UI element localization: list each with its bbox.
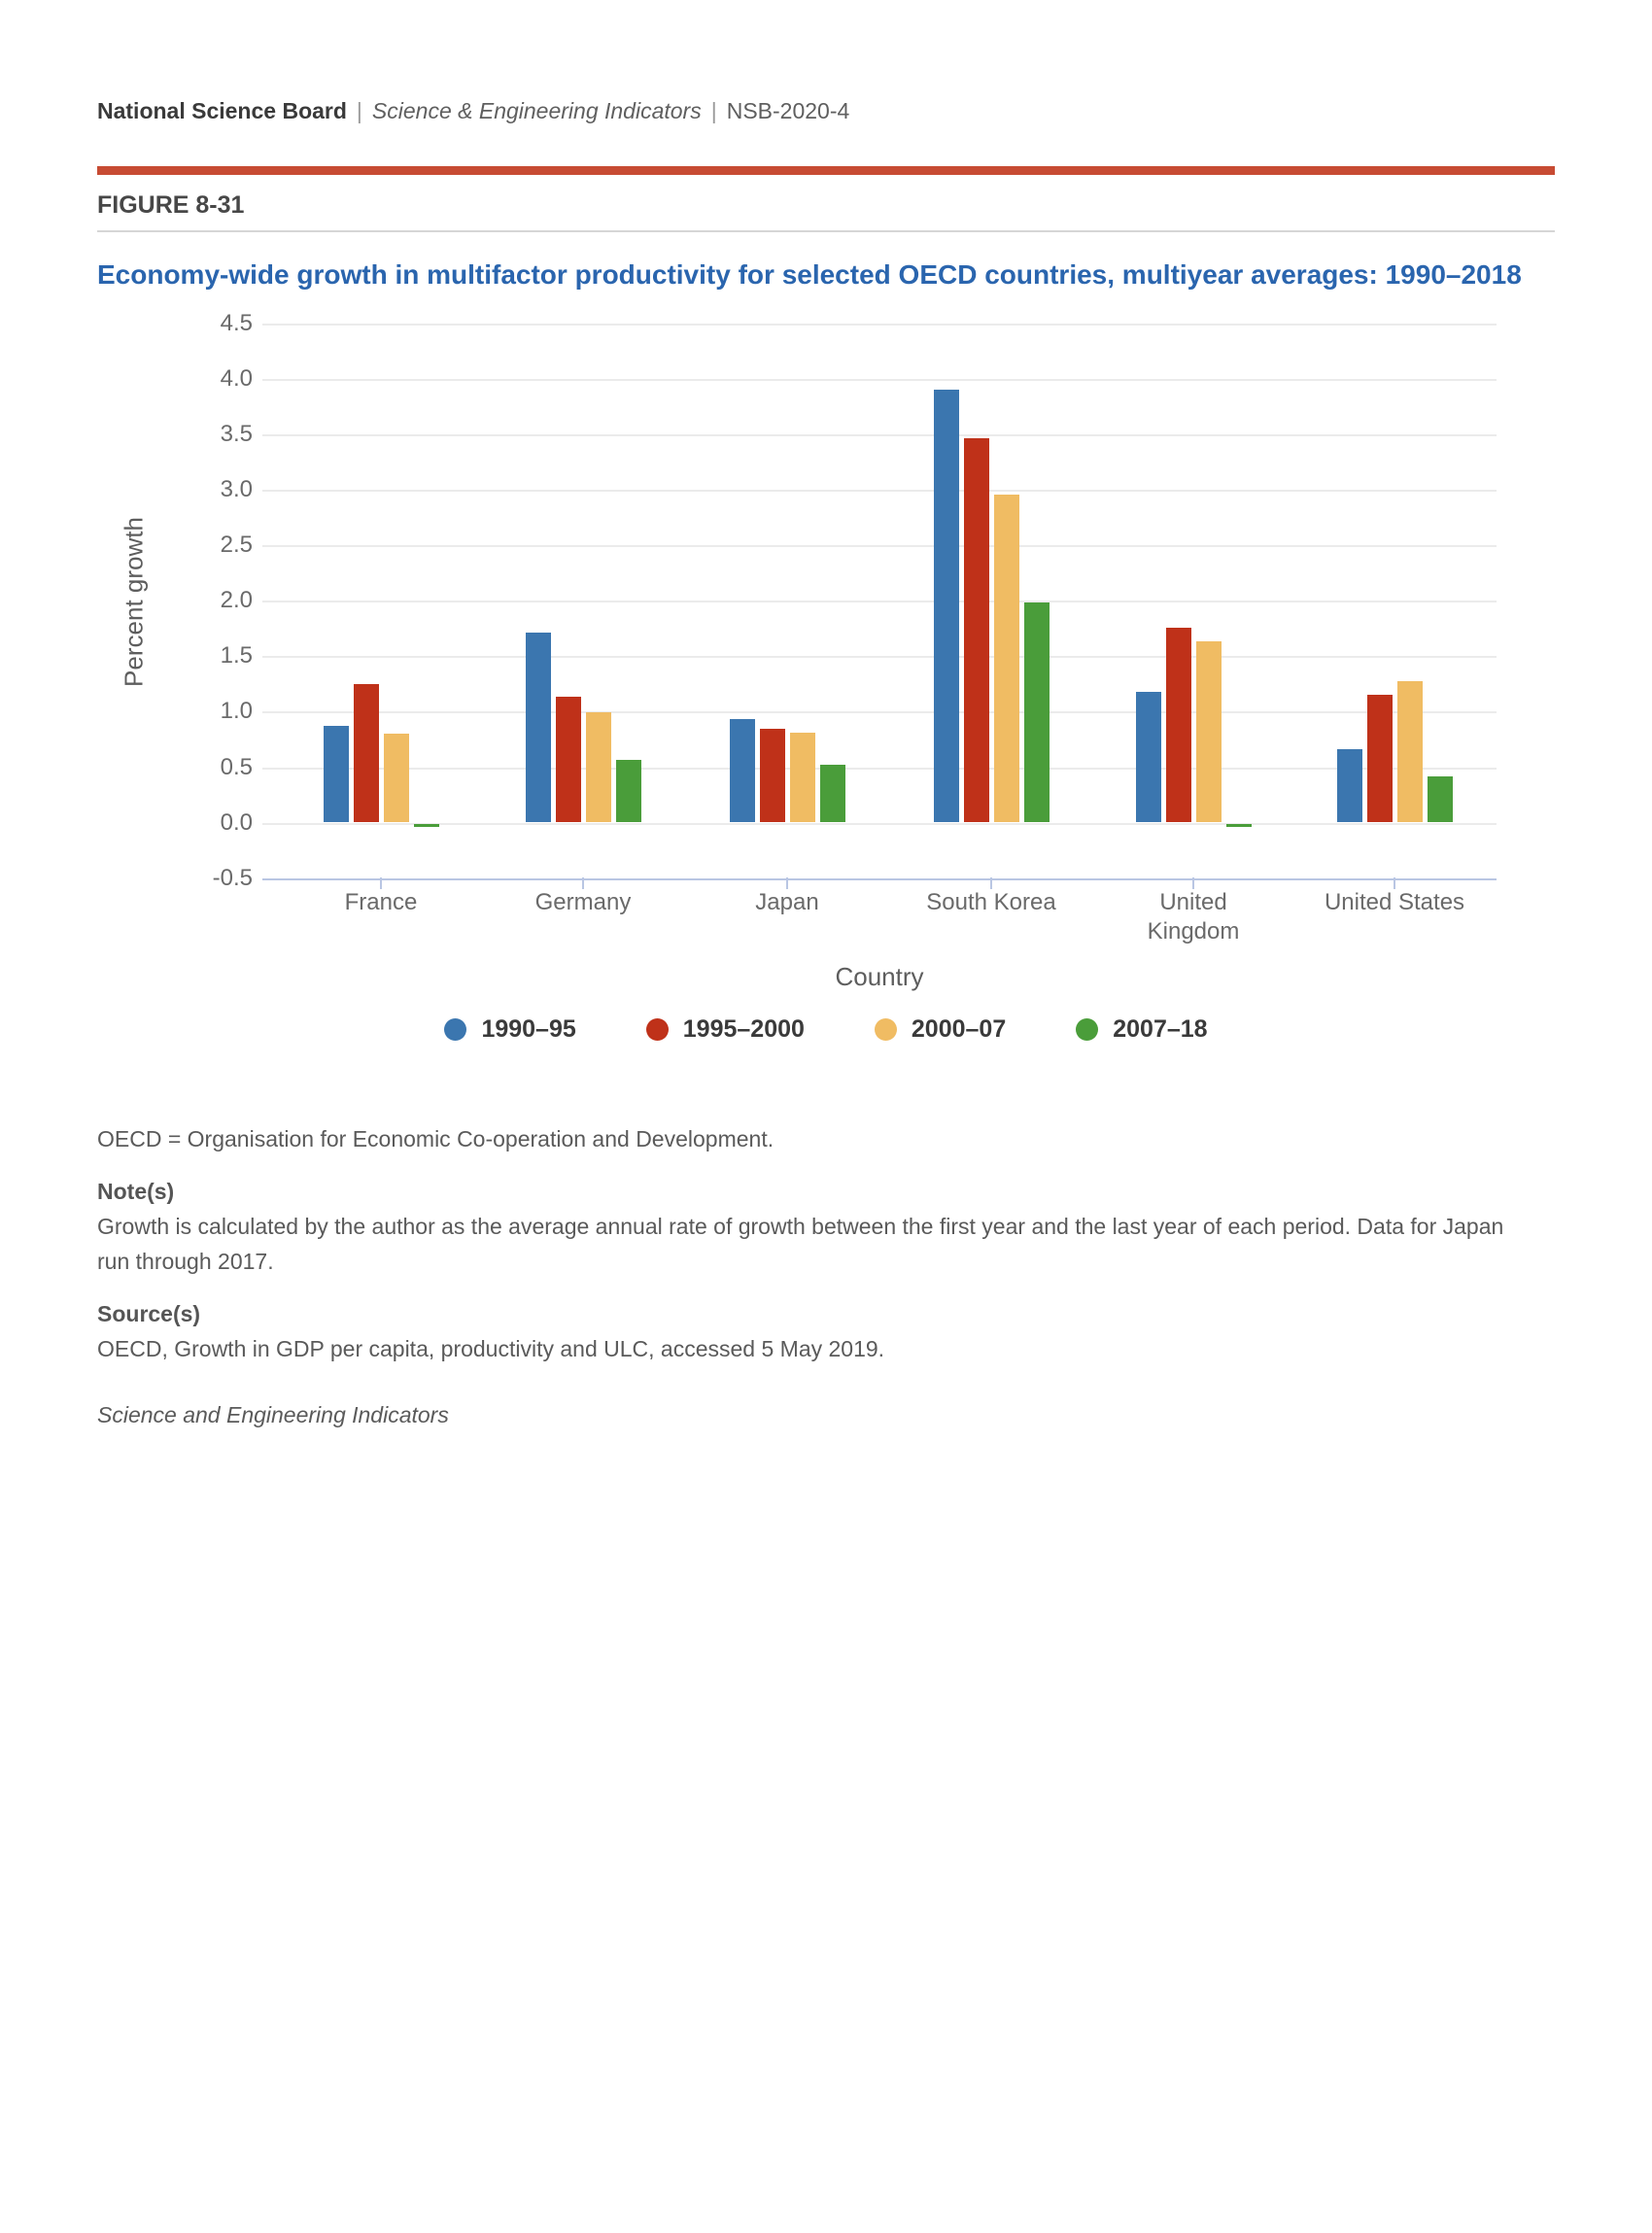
- x-axis-line: [262, 878, 1497, 880]
- chart-legend: [97, 1015, 1555, 1044]
- x-category-label: United Kingdom: [1147, 889, 1240, 945]
- bar-south-korea-1990–95[interactable]: [934, 390, 959, 822]
- legend-item-1990–95[interactable]: [444, 1015, 575, 1044]
- y-tick-label: 0.0: [220, 809, 253, 836]
- y-gridline: [262, 490, 1497, 492]
- y-gridline: [262, 768, 1497, 770]
- bar-japan-2000–07[interactable]: [790, 733, 815, 822]
- bar-japan-1990–95[interactable]: [730, 719, 755, 822]
- y-gridline: [262, 545, 1497, 547]
- legend-label: 2000–07: [911, 1015, 1007, 1043]
- y-tick-label: 3.5: [220, 421, 253, 447]
- y-gridline: [262, 601, 1497, 602]
- x-category-label: Germany: [534, 889, 632, 915]
- figure-label: FIGURE 8-31: [97, 191, 245, 219]
- y-tick-label: 2.5: [220, 532, 253, 558]
- bar-germany-1990–95[interactable]: [526, 633, 551, 822]
- x-category-label: France: [344, 889, 418, 915]
- legend-dot-icon: [444, 1018, 466, 1041]
- report-id: NSB-2020-4: [726, 98, 850, 123]
- legend-item-1995–2000[interactable]: [646, 1015, 805, 1044]
- bar-france-1995–2000[interactable]: [354, 684, 379, 822]
- y-tick-label: 1.5: [220, 642, 253, 669]
- notes-heading: Note(s): [97, 1179, 175, 1204]
- bar-united-kingdom-1995–2000[interactable]: [1166, 628, 1191, 822]
- report-header: [97, 95, 1555, 126]
- legend-dot-icon: [875, 1018, 897, 1041]
- legend-dot-icon: [646, 1018, 669, 1041]
- y-gridline: [262, 379, 1497, 381]
- bar-japan-2007–18[interactable]: [820, 765, 845, 822]
- bar-united-states-2007–18[interactable]: [1428, 776, 1453, 822]
- footnotes: [97, 1121, 1555, 1432]
- bar-south-korea-1995–2000[interactable]: [964, 438, 989, 822]
- bar-chart: [97, 301, 1555, 1079]
- y-gridline: [262, 434, 1497, 436]
- header-separator-2: |: [710, 98, 717, 123]
- y-tick-label: 0.5: [220, 754, 253, 780]
- bar-south-korea-2000–07[interactable]: [994, 495, 1019, 822]
- bar-united-kingdom-2007–18[interactable]: [1226, 824, 1252, 827]
- y-tick-label: 2.0: [220, 587, 253, 613]
- legend-item-2000–07[interactable]: [875, 1015, 1006, 1044]
- legend-label: 1995–2000: [682, 1015, 805, 1043]
- y-gridline: [262, 324, 1497, 326]
- legend-dot-icon: [1076, 1018, 1098, 1041]
- sources-heading: Source(s): [97, 1301, 201, 1326]
- legend-label: 1990–95: [481, 1015, 576, 1043]
- y-tick-label: 4.5: [220, 310, 253, 336]
- bar-france-1990–95[interactable]: [324, 726, 349, 822]
- header-separator-1: |: [356, 98, 362, 123]
- sources-text: OECD, Growth in GDP per capita, productivity and ULC, accessed 5 May 2019.: [97, 1336, 885, 1361]
- x-category-label: South Korea: [926, 889, 1056, 915]
- y-tick-label: 4.0: [220, 365, 253, 392]
- page: [0, 95, 1652, 1432]
- x-category-label: United States: [1324, 889, 1465, 915]
- legend-label: 2007–18: [1113, 1015, 1208, 1043]
- bar-france-2007–18[interactable]: [414, 824, 439, 827]
- bar-united-kingdom-2000–07[interactable]: [1196, 641, 1222, 822]
- bar-united-states-1995–2000[interactable]: [1367, 695, 1393, 822]
- y-gridline: [262, 823, 1497, 825]
- y-tick-label: -0.5: [212, 865, 253, 891]
- bar-germany-2000–07[interactable]: [586, 712, 611, 822]
- accent-rule: [97, 166, 1555, 175]
- bar-france-2000–07[interactable]: [384, 734, 409, 822]
- x-category-label: Japan: [755, 889, 819, 915]
- y-tick-label: 3.0: [220, 476, 253, 502]
- bar-united-states-2000–07[interactable]: [1397, 681, 1423, 822]
- y-gridline: [262, 656, 1497, 658]
- footer-italic: Science and Engineering Indicators: [97, 1402, 449, 1427]
- legend-item-2007–18[interactable]: [1076, 1015, 1207, 1044]
- x-axis-title: Country: [835, 962, 924, 991]
- bar-united-states-1990–95[interactable]: [1337, 749, 1362, 822]
- notes-text: Growth is calculated by the author as the average annual rate of growth between the first year and the last year of each period. Data for Japan run through 2017.: [97, 1214, 1504, 1274]
- y-gridline: [262, 711, 1497, 713]
- figure-divider: [97, 230, 1555, 232]
- bar-united-kingdom-1990–95[interactable]: [1136, 692, 1161, 822]
- y-tick-label: 1.0: [220, 698, 253, 724]
- y-axis-title: Percent growth: [119, 517, 149, 687]
- bar-japan-1995–2000[interactable]: [760, 729, 785, 822]
- bar-south-korea-2007–18[interactable]: [1024, 602, 1050, 822]
- bar-germany-1995–2000[interactable]: [556, 697, 581, 822]
- publication-name: Science & Engineering Indicators: [371, 98, 702, 123]
- abbreviation-note: OECD = Organisation for Economic Co-operation and Development.: [97, 1126, 774, 1151]
- bar-germany-2007–18[interactable]: [616, 760, 641, 822]
- figure-title: Economy-wide growth in multifactor productivity for selected OECD countries, multiyear averages: 1990–2018: [97, 259, 1522, 290]
- brand-name: National Science Board: [97, 98, 347, 123]
